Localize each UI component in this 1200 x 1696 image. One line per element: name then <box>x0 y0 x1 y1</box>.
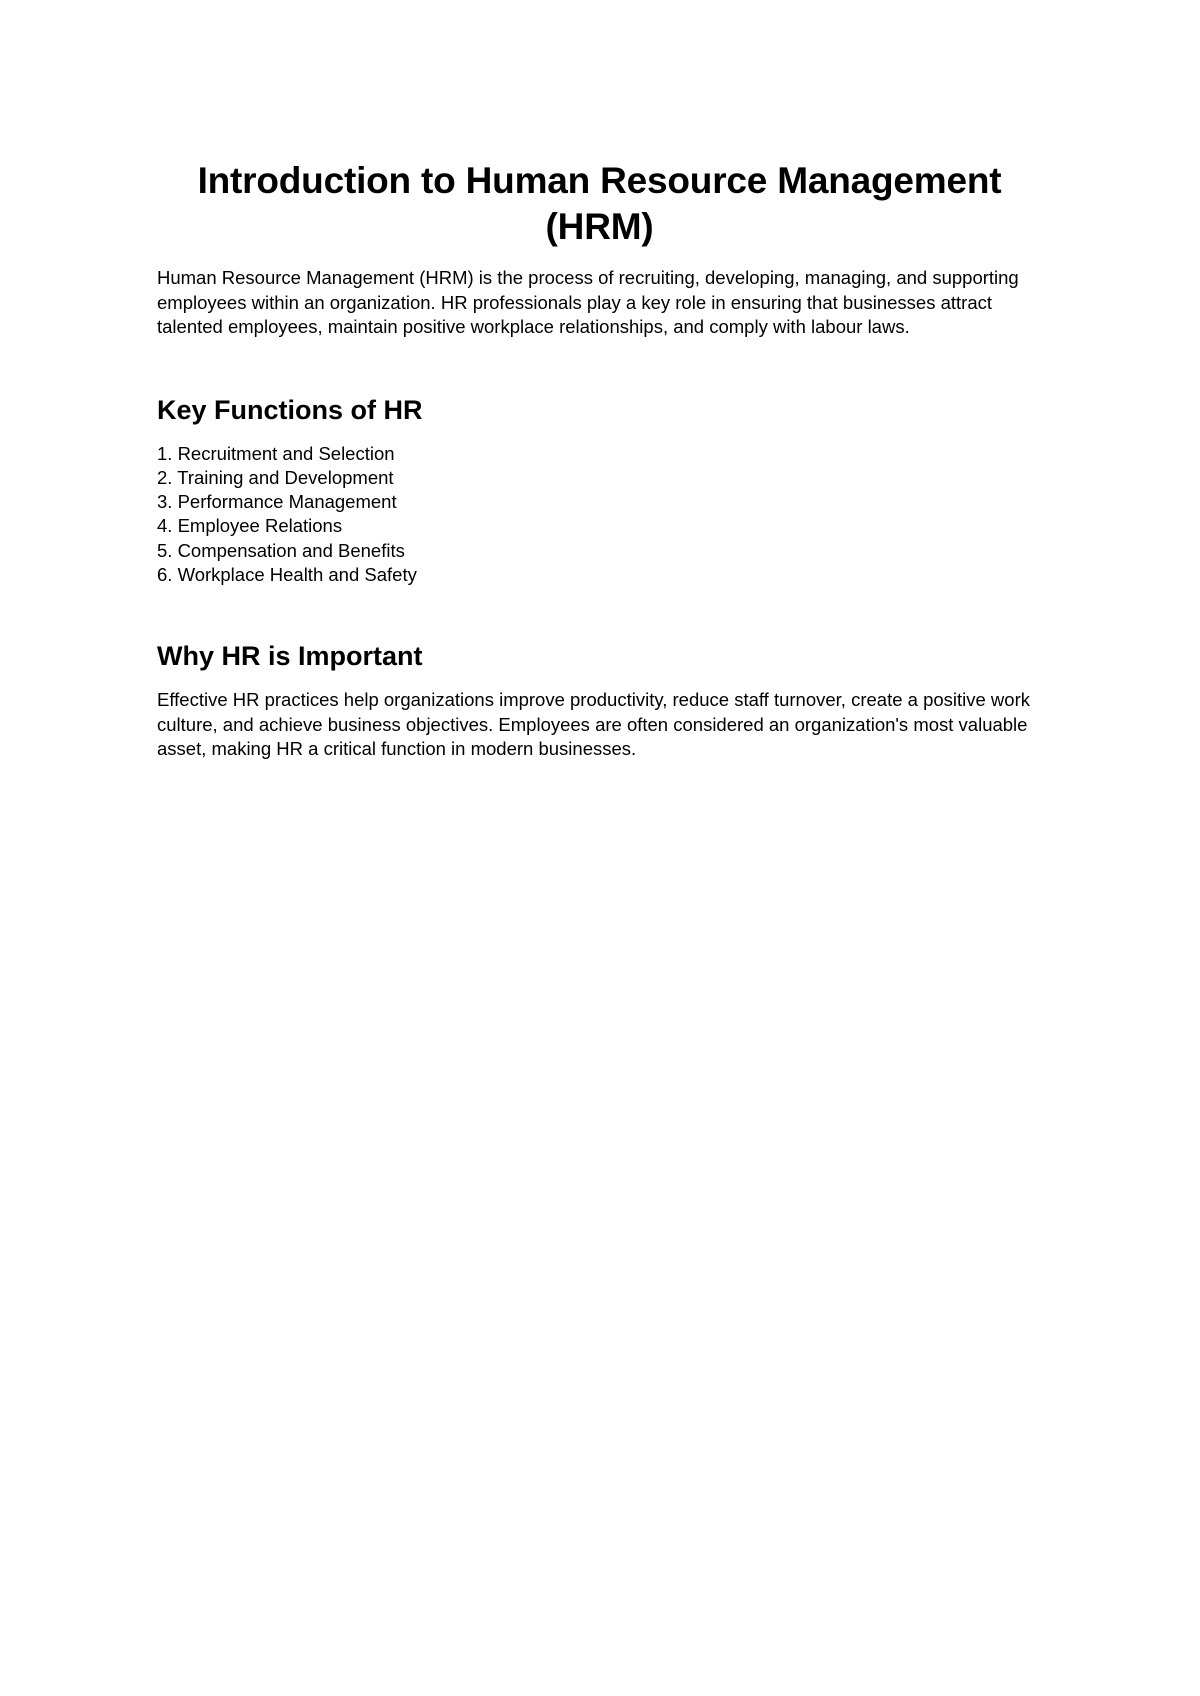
document-content <box>157 158 1042 762</box>
list-item: 4. Employee Relations <box>157 515 343 537</box>
section-heading-why-hr: Why HR is Important <box>157 641 423 672</box>
list-item: 5. Compensation and Benefits <box>157 539 405 561</box>
list-item: 3. Performance Management <box>157 491 397 513</box>
why-hr-paragraph: Effective HR practices help organizations improve productivity, reduce staff turnover, create a positive work culture, and achieve business objectives. Employees are often considered an organization's most valuable asset, making HR a critical function in modern businesses. <box>157 689 1030 760</box>
section-heading-key-functions: Key Functions of HR <box>157 394 423 425</box>
list-item: 2. Training and Development <box>157 466 394 488</box>
key-functions-list <box>157 442 1042 588</box>
list-item: 1. Recruitment and Selection <box>157 442 395 464</box>
document-title: Introduction to Human Resource Management (HRM) <box>197 160 1002 247</box>
intro-paragraph: Human Resource Management (HRM) is the process of recruiting, developing, managing, and supporting employees within an organization. HR professionals play a key role in ensuring that businesses attract talented employees, maintain positive workplace relationships, and comply with labour laws. <box>157 267 1019 337</box>
list-item: 6. Workplace Health and Safety <box>157 563 417 585</box>
